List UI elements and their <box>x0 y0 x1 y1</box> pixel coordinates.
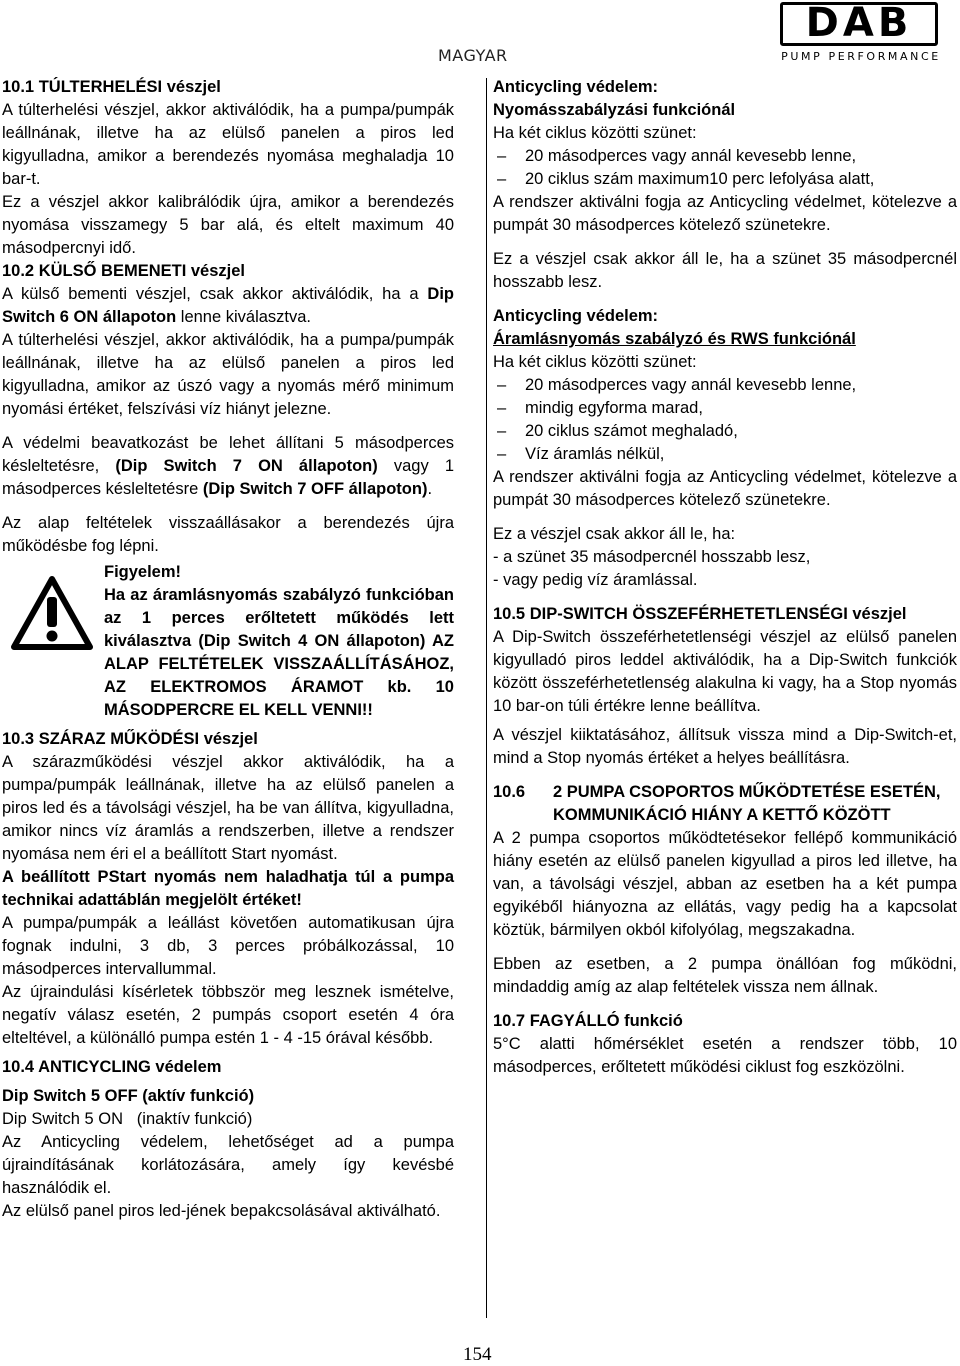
section-10-6-heading <box>493 781 957 827</box>
anticycling-title: Anticycling védelem: <box>493 307 659 325</box>
header-language: MAGYAR <box>438 46 508 65</box>
dip-switch-ref: (Dip Switch 7 OFF állapoton) <box>202 480 428 498</box>
section-10-5-paragraph: A Dip-Switch összeférhetetlenségi vészjel az elülső panelen kigyulladó piros leddel aktiválódik, ha a Dip-Switch funkciók között összeférhetetlenség alakulna ki vagy, ha a Stop nyomás 10 bar-on túli értékre lenne beállítva. <box>493 628 957 715</box>
anticycling-intro: Ha két ciklus közötti szünet: <box>493 353 697 371</box>
warning-box <box>2 561 454 722</box>
logo-wordmark: DAB <box>805 0 913 46</box>
list-item: – Víz áramlás nélkül, <box>493 443 957 466</box>
page-number: 154 <box>463 1344 492 1365</box>
warning-title: Figyelem! <box>104 563 182 581</box>
anticycling-paragraph: A rendszer aktiválni fogja az Anticycling védelmet, kötelezve a pumpát 30 másodperces kötelező szünetekre. <box>493 468 957 509</box>
anticycling-subtitle: Nyomásszabályzási funkciónál <box>493 101 736 119</box>
section-10-6-title: 2 PUMPA CSOPORTOS MŰKÖDTETÉSE ESETÉN, KOMMUNIKÁCIÓ HIÁNY A KETTŐ KÖZÖTT <box>553 783 941 824</box>
text: vagy 1 másodperces késleltetésre <box>2 457 455 498</box>
anticycling-paragraph: Ez a vészjel csak akkor áll le, ha a szünet 35 másodpercnél hosszabb lesz. <box>493 250 957 291</box>
text: . <box>427 480 433 498</box>
dip-switch-ref: (Dip Switch 7 ON állapoton) <box>115 457 378 475</box>
dip-switch-on-line: Dip Switch 5 ON (inaktív funkció) <box>2 1110 253 1128</box>
section-10-6-paragraph: A 2 pumpa csoportos működtetésekor fellépő kommunikáció hiány esetén az elülső panelen kigyullad a piros led illetve, ha van, a távolsági vészjel, abban az esetben ha a két pumpa egyikéből hiányozna az ellátás, vagy pedig ha a kapcsolat köztük, bármilyen okból kifolyólag, megszakadna. <box>493 829 957 939</box>
section-number: 10.6 <box>493 783 526 801</box>
list-item: – 20 másodperces vagy annál kevesebb lenne, <box>493 374 957 397</box>
dip-switch-ref: Dip Switch 6 ON állapoton <box>2 285 454 326</box>
section-10-3-note: A beállított PStart nyomás nem haladhatja túl a pumpa technikai adattáblán megjelölt értéket! <box>2 868 454 909</box>
text: A külső bementi vészjel, csak akkor aktiválódik, ha a <box>2 285 428 303</box>
warning-text: Ha az áramlásnyomás szabályzó funkcióban az 1 perces erőltetett működés lett kiválasztva (Dip Switch 4 ON állapoton) AZ ALAP FELTÉTELEK VISSZAÁLLÍTÁSÁHOZ, AZ ELEKTROMOS ÁRAMOT kb. 10 MÁSODPERCRE EL KELL VENNI!! <box>104 586 454 719</box>
anticycling-paragraph: - a szünet 35 másodpercnél hosszabb lesz, <box>493 548 811 566</box>
text: A védelmi beavatkozást be lehet állítani 5 másodperces késleltetésre, <box>2 434 454 475</box>
section-10-7-paragraph: 5°C alatti hőmérséklet esetén a rendszer több, 10 másodperces, erőltetett működési ciklust fog eszközölni. <box>493 1035 957 1076</box>
list-item: – mindig egyforma marad, <box>493 397 957 420</box>
warning-icon <box>10 575 94 651</box>
logo-tagline: PUMP PERFORMANCE <box>781 50 941 63</box>
section-10-3-title: 10.3 SZÁRAZ MŰKÖDÉSI vészjel <box>2 730 258 748</box>
section-10-5-title: 10.5 DIP-SWITCH ÖSSZEFÉRHETETLENSÉGI vészjel <box>493 605 907 623</box>
section-10-2-paragraph <box>2 283 454 329</box>
section-10-1-title: 10.1 TÚLTERHELÉSI vészjel <box>2 78 221 96</box>
section-10-7-title: 10.7 FAGYÁLLÓ funkció <box>493 1012 683 1030</box>
section-10-3-paragraph: Az újraindulási kísérletek többször meg lesznek ismételve, negatív válasz esetén, 2 pumpás csoport esetén 4 óra elteltével, a különálló pumpa estén 1 - 4 -15 órával később. <box>2 983 454 1047</box>
anticycling-title: Anticycling védelem: <box>493 78 659 96</box>
anticycling-intro: Ha két ciklus közötti szünet: <box>493 124 697 142</box>
anticycling-paragraph: Ez a vészjel csak akkor áll le, ha: <box>493 525 736 543</box>
section-10-2-title: 10.2 KÜLSŐ BEMENETI vészjel <box>2 262 245 280</box>
list-item: – 20 ciklus szám maximum10 perc lefolyása alatt, <box>493 168 957 191</box>
list-item: – 20 másodperces vagy annál kevesebb lenne, <box>493 145 957 168</box>
section-10-2-paragraph: A túlterhelési vészjel, akkor aktiválódik, ha a pumpa/pumpák leállnának, illetve ha az elülső panelen a piros led kigyulladna, amikor az úszó vagy a nyomás mérő minimum nyomási értéket, felszívási víz hiányt jelezne. <box>2 331 454 418</box>
section-10-1-paragraph: A túlterhelési vészjel, akkor aktiválódik, ha a pumpa/pumpák leállnának, illetve ha az elülső panelen a piros led kigyulladna, amikor a berendezés nyomása meghaladja 10 bar-t. <box>2 101 454 188</box>
section-10-6-paragraph: Ebben az esetben, a 2 pumpa önállóan fog működni, mindaddig amíg az alap feltételek vissza nem állnak. <box>493 955 957 996</box>
section-10-3-paragraph: A szárazműködési vészjel akkor aktiválódik, ha a pumpa/pumpák leállnának, illetve ha az elülső panelen a piros led és a távolsági vészjel, ha be van állítva, kigyulladna, amikor nincs víz áramlás a rendszerben, illetve a rendszer nyomása nem éri el a beállított Start nyomást. <box>2 753 454 863</box>
section-10-5-paragraph: A vészjel kiiktatásához, állítsuk vissza mind a Dip-Switch-et, mind a Stop nyomás értéket a helyes beállításra. <box>493 726 957 767</box>
text: lenne kiválasztva. <box>176 308 312 326</box>
section-10-2-paragraph <box>2 432 454 501</box>
anticycling-paragraph: A rendszer aktiválni fogja az Anticycling védelmet, kötelezve a pumpát 30 másodperces kötelező szünetekre. <box>493 193 957 234</box>
section-10-4-title: 10.4 ANTICYCLING védelem <box>2 1058 222 1076</box>
section-10-3-paragraph: A pumpa/pumpák a leállást követően automatikusan újra fognak indulni, 3 db, 3 perces próbálkozással, 10 másodperces intervallummal. <box>2 914 454 978</box>
dab-logo <box>780 2 942 64</box>
anticycling-subtitle: Áramlásnyomás szabályzó és RWS funkciónál <box>493 330 856 348</box>
section-10-1-paragraph: Ez a vészjel akkor kalibrálódik újra, amikor a berendezés nyomása visszamegy 5 bar alá, és eltelt maximum 40 másodpercnyi idő. <box>2 193 454 257</box>
right-column <box>493 76 957 1079</box>
left-column <box>2 76 454 1223</box>
dip-switch-off-line: Dip Switch 5 OFF (aktív funkció) <box>2 1087 255 1105</box>
section-10-4-paragraph: Az elülső panel piros led-jének bepakcsolásával aktiválható. <box>2 1202 441 1220</box>
list-item: – 20 ciklus számot meghaladó, <box>493 420 957 443</box>
section-10-4-paragraph: Az Anticycling védelem, lehetőséget ad a pumpa újraindításának korlátozására, amely így kevésbé használódik el. <box>2 1133 454 1197</box>
anticycling-paragraph: - vagy pedig víz áramlással. <box>493 571 698 589</box>
column-divider <box>486 78 487 1318</box>
section-10-2-paragraph: Az alap feltételek visszaállásakor a berendezés újra működésbe fog lépni. <box>2 514 454 555</box>
